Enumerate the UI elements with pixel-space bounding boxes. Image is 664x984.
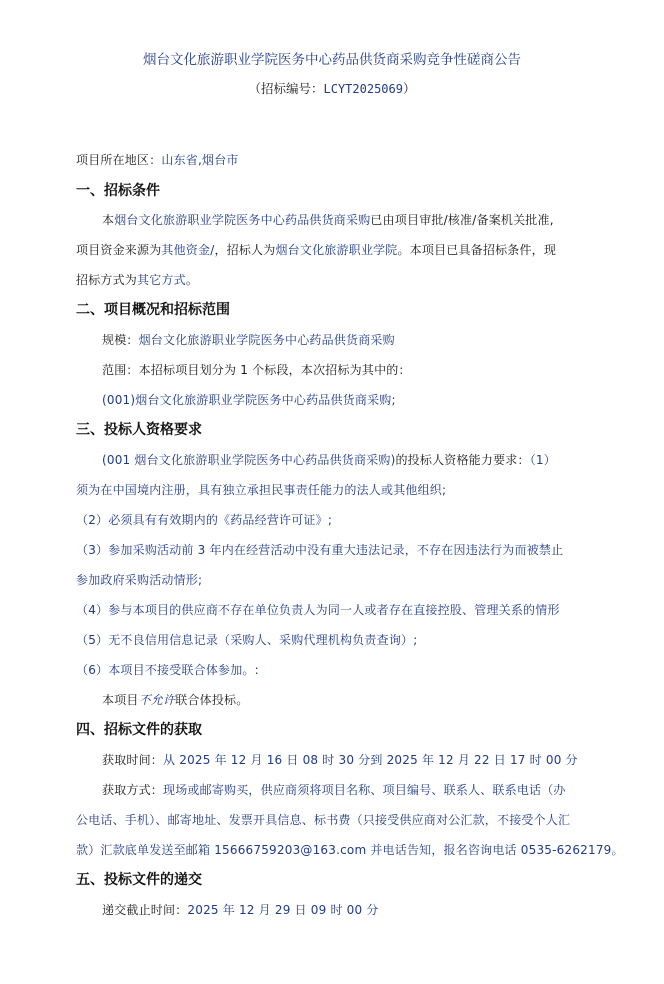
scale-label: 规模：: [102, 333, 139, 347]
bid-number-close: ）: [402, 81, 416, 96]
s4-time: [102, 751, 578, 768]
tenderer: 烟台文化旅游职业学院: [275, 243, 398, 257]
bid-method: 其它方式: [137, 273, 186, 287]
project-location: [76, 151, 239, 168]
method-value: 现场或邮寄购买，供应商须将项目名称、项目编号、联系人、联系电话（办: [163, 783, 566, 797]
fund-source: 其他资金/: [161, 243, 215, 257]
time-label: 获取时间：: [102, 753, 164, 767]
page-title: 烟台文化旅游职业学院医务中心药品供货商采购竞争性磋商公告: [143, 52, 521, 68]
text: 本项目: [102, 693, 139, 707]
bid-number-value: LCYT2025069: [323, 82, 403, 96]
s4-method-1: [102, 781, 566, 798]
s1-line-3: [76, 271, 198, 288]
text: 。本项目已具备招标条件，现: [397, 243, 557, 257]
text: 已由项目审批/核准/备案机关批准,: [370, 213, 554, 227]
text: 的投标人资格能力要求：: [395, 453, 530, 467]
section-5-heading: 五、投标文件的递交: [76, 872, 202, 888]
joint-bid-value: 不允许: [138, 693, 176, 707]
s3-req-1: 须为在中国境内注册，具有独立承担民事责任能力的法人或其他组织;: [76, 483, 447, 497]
scale-value: 烟台文化旅游职业学院医务中心药品供货商采购: [138, 333, 395, 347]
location-label: 项目所在地区：: [76, 153, 162, 167]
text: ，招标人为: [214, 243, 276, 257]
time-value: 从 2025 年 12 月 16 日 08 时 30 分到 2025 年 12 月 22 日 17 时 00 分: [163, 753, 578, 767]
s1-line-2: [76, 241, 556, 258]
section-3-heading: 三、投标人资格要求: [76, 422, 202, 438]
item-number: （1）: [529, 453, 556, 467]
s4-method-3: 款）汇款底单发送至邮箱 15666759203@163.com 并电话告知，报名咨询电话 0535-6262179。: [76, 843, 624, 857]
s3-intro: [102, 451, 556, 468]
s3-req-6: （6）本项目不接受联合体参加。:: [76, 663, 259, 677]
s2-scale: [102, 331, 395, 348]
lot-name: (001 烟台文化旅游职业学院医务中心药品供货商采购): [102, 453, 396, 467]
deadline-label: 递交截止时间：: [102, 903, 188, 917]
s3-req-3a: （3）参加采购活动前 3 年内在经营活动中没有重大违法记录，不存在因违法行为而被禁止: [76, 543, 564, 557]
text: 本: [102, 213, 115, 227]
text: 。: [185, 273, 199, 287]
section-4-heading: 四、招标文件的获取: [76, 722, 202, 738]
section-1-heading: 一、招标条件: [76, 183, 160, 199]
text: 招标方式为: [76, 273, 138, 287]
section-2-heading: 二、项目概况和招标范围: [76, 302, 230, 318]
s3-req-3b: 参加政府采购活动情形;: [76, 573, 203, 587]
s3-joint-bid: [102, 691, 248, 708]
text: 联合体投标。: [175, 693, 249, 707]
s3-req-5: （5）无不良信用信息记录（采购人、采购代理机构负责查询）;: [76, 633, 418, 647]
bid-number: [0, 79, 664, 97]
method-label: 获取方式：: [102, 783, 164, 797]
deadline-value: 2025 年 12 月 29 日 09 时 00 分: [187, 903, 379, 917]
project-name: 烟台文化旅游职业学院医务中心药品供货商采购: [114, 213, 371, 227]
s3-req-2: （2）必须具有有效期内的《药品经营许可证》;: [76, 513, 333, 527]
text: 项目资金来源为: [76, 243, 162, 257]
s3-req-4: （4）参与本项目的供应商不存在单位负责人为同一人或者存在直接控股、管理关系的情形: [76, 603, 560, 617]
s2-lot: (001)烟台文化旅游职业学院医务中心药品供货商采购;: [102, 393, 396, 407]
s2-scope: 范围：本招标项目划分为 1 个标段，本次招标为其中的：: [102, 363, 411, 377]
s1-line-1: [102, 211, 554, 228]
s4-method-2: 公电话、手机）、邮寄地址、发票开具信息、标书费（只接受供应商对公汇款，不接受个人汇: [76, 813, 571, 827]
bid-number-label: （招标编号：: [248, 81, 324, 96]
location-value: 山东省,烟台市: [161, 153, 239, 167]
s5-deadline: [102, 901, 379, 918]
